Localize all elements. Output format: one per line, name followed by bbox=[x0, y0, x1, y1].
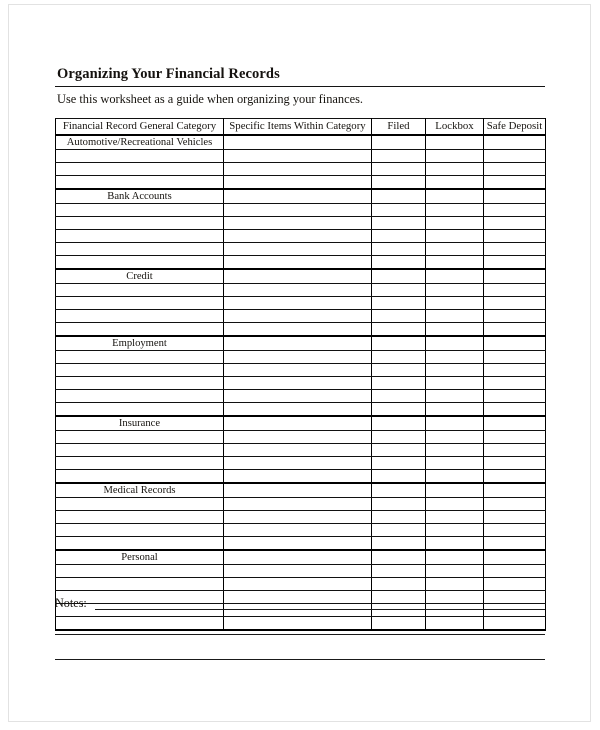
items-cell[interactable] bbox=[224, 162, 372, 175]
safe-deposit-cell[interactable] bbox=[484, 550, 546, 565]
filed-cell[interactable] bbox=[372, 229, 426, 242]
entry-row bbox=[56, 443, 546, 456]
safe-deposit-cell[interactable] bbox=[484, 443, 546, 456]
lockbox-cell[interactable] bbox=[426, 269, 484, 284]
category-label: Credit bbox=[56, 269, 224, 284]
category-cell[interactable] bbox=[56, 203, 224, 216]
lockbox-cell[interactable] bbox=[426, 296, 484, 309]
safe-deposit-cell[interactable] bbox=[484, 389, 546, 402]
category-cell[interactable] bbox=[56, 376, 224, 389]
entry-row bbox=[56, 229, 546, 242]
safe-deposit-cell[interactable] bbox=[484, 229, 546, 242]
safe-deposit-cell[interactable] bbox=[484, 564, 546, 577]
items-cell[interactable] bbox=[224, 363, 372, 376]
entry-row bbox=[56, 255, 546, 269]
category-label: Insurance bbox=[56, 416, 224, 431]
filed-cell[interactable] bbox=[372, 175, 426, 189]
category-cell[interactable] bbox=[56, 443, 224, 456]
lockbox-cell[interactable] bbox=[426, 416, 484, 431]
items-cell[interactable] bbox=[224, 336, 372, 351]
filed-cell[interactable] bbox=[372, 216, 426, 229]
filed-cell[interactable] bbox=[372, 483, 426, 498]
lockbox-cell[interactable] bbox=[426, 483, 484, 498]
items-cell[interactable] bbox=[224, 536, 372, 550]
category-label: Automotive/Recreational Vehicles bbox=[56, 135, 224, 150]
category-cell[interactable] bbox=[56, 577, 224, 590]
safe-deposit-cell[interactable] bbox=[484, 416, 546, 431]
items-cell[interactable] bbox=[224, 149, 372, 162]
entry-row bbox=[56, 510, 546, 523]
entry-row bbox=[56, 389, 546, 402]
category-cell[interactable] bbox=[56, 242, 224, 255]
safe-deposit-cell[interactable] bbox=[484, 283, 546, 296]
entry-row bbox=[56, 309, 546, 322]
category-cell[interactable] bbox=[56, 283, 224, 296]
lockbox-cell[interactable] bbox=[426, 456, 484, 469]
lockbox-cell[interactable] bbox=[426, 149, 484, 162]
safe-deposit-cell[interactable] bbox=[484, 402, 546, 416]
category-row bbox=[56, 189, 546, 204]
items-cell[interactable] bbox=[224, 469, 372, 483]
safe-deposit-cell[interactable] bbox=[484, 135, 546, 150]
items-cell[interactable] bbox=[224, 229, 372, 242]
category-cell[interactable] bbox=[56, 322, 224, 336]
items-cell[interactable] bbox=[224, 523, 372, 536]
lockbox-cell[interactable] bbox=[426, 523, 484, 536]
category-cell[interactable] bbox=[56, 536, 224, 550]
items-cell[interactable] bbox=[224, 497, 372, 510]
filed-cell[interactable] bbox=[372, 497, 426, 510]
entry-row bbox=[56, 469, 546, 483]
safe-deposit-cell[interactable] bbox=[484, 203, 546, 216]
filed-cell[interactable] bbox=[372, 469, 426, 483]
page-subtitle: Use this worksheet as a guide when organizing your finances. bbox=[57, 92, 364, 107]
category-cell[interactable] bbox=[56, 469, 224, 483]
lockbox-cell[interactable] bbox=[426, 135, 484, 150]
safe-deposit-cell[interactable] bbox=[484, 536, 546, 550]
category-row bbox=[56, 483, 546, 498]
safe-deposit-cell[interactable] bbox=[484, 336, 546, 351]
entry-row bbox=[56, 203, 546, 216]
category-cell[interactable] bbox=[56, 430, 224, 443]
category-label: Medical Records bbox=[56, 483, 224, 498]
entry-row bbox=[56, 350, 546, 363]
category-cell[interactable] bbox=[56, 296, 224, 309]
filed-cell[interactable] bbox=[372, 135, 426, 150]
safe-deposit-cell[interactable] bbox=[484, 189, 546, 204]
category-cell[interactable] bbox=[56, 255, 224, 269]
lockbox-cell[interactable] bbox=[426, 203, 484, 216]
items-cell[interactable] bbox=[224, 309, 372, 322]
category-row bbox=[56, 416, 546, 431]
lockbox-cell[interactable] bbox=[426, 510, 484, 523]
entry-row bbox=[56, 497, 546, 510]
safe-deposit-cell[interactable] bbox=[484, 350, 546, 363]
category-row bbox=[56, 269, 546, 284]
filed-cell[interactable] bbox=[372, 149, 426, 162]
category-cell[interactable] bbox=[56, 402, 224, 416]
filed-cell[interactable] bbox=[372, 376, 426, 389]
items-cell[interactable] bbox=[224, 564, 372, 577]
category-cell[interactable] bbox=[56, 456, 224, 469]
filed-cell[interactable] bbox=[372, 309, 426, 322]
items-cell[interactable] bbox=[224, 443, 372, 456]
entry-row bbox=[56, 376, 546, 389]
lockbox-cell[interactable] bbox=[426, 402, 484, 416]
entry-row bbox=[56, 162, 546, 175]
notes-write-line-3[interactable] bbox=[55, 659, 545, 660]
lockbox-cell[interactable] bbox=[426, 350, 484, 363]
notes-label: Notes: bbox=[55, 596, 87, 610]
safe-deposit-cell[interactable] bbox=[484, 269, 546, 284]
filed-cell[interactable] bbox=[372, 296, 426, 309]
safe-deposit-cell[interactable] bbox=[484, 510, 546, 523]
lockbox-cell[interactable] bbox=[426, 162, 484, 175]
entry-row bbox=[56, 564, 546, 577]
items-cell[interactable] bbox=[224, 216, 372, 229]
entry-row bbox=[56, 322, 546, 336]
safe-deposit-cell[interactable] bbox=[484, 430, 546, 443]
filed-cell[interactable] bbox=[372, 255, 426, 269]
entry-row bbox=[56, 175, 546, 189]
filed-cell[interactable] bbox=[372, 510, 426, 523]
category-cell[interactable] bbox=[56, 564, 224, 577]
items-cell[interactable] bbox=[224, 322, 372, 336]
items-cell[interactable] bbox=[224, 510, 372, 523]
filed-cell[interactable] bbox=[372, 523, 426, 536]
lockbox-cell[interactable] bbox=[426, 376, 484, 389]
financial-records-table bbox=[55, 118, 546, 631]
lockbox-cell[interactable] bbox=[426, 255, 484, 269]
safe-deposit-cell[interactable] bbox=[484, 456, 546, 469]
category-cell[interactable] bbox=[56, 309, 224, 322]
lockbox-cell[interactable] bbox=[426, 564, 484, 577]
page-title: Organizing Your Financial Records bbox=[57, 66, 280, 82]
items-cell[interactable] bbox=[224, 402, 372, 416]
entry-row bbox=[56, 536, 546, 550]
filed-cell[interactable] bbox=[372, 283, 426, 296]
filed-cell[interactable] bbox=[372, 564, 426, 577]
category-label: Employment bbox=[56, 336, 224, 351]
document-content bbox=[55, 66, 545, 631]
category-cell[interactable] bbox=[56, 523, 224, 536]
items-cell[interactable] bbox=[224, 255, 372, 269]
items-cell[interactable] bbox=[224, 269, 372, 284]
table-header bbox=[56, 118, 546, 135]
notes-first-line bbox=[55, 596, 545, 610]
filed-cell[interactable] bbox=[372, 322, 426, 336]
category-cell[interactable] bbox=[56, 497, 224, 510]
category-label: Bank Accounts bbox=[56, 189, 224, 204]
column-header-safe-deposit: Safe Deposit bbox=[484, 118, 546, 135]
filed-cell[interactable] bbox=[372, 189, 426, 204]
items-cell[interactable] bbox=[224, 203, 372, 216]
items-cell[interactable] bbox=[224, 456, 372, 469]
lockbox-cell[interactable] bbox=[426, 175, 484, 189]
lockbox-cell[interactable] bbox=[426, 443, 484, 456]
filed-cell[interactable] bbox=[372, 550, 426, 565]
items-cell[interactable] bbox=[224, 175, 372, 189]
entry-row bbox=[56, 363, 546, 376]
filed-cell[interactable] bbox=[372, 269, 426, 284]
lockbox-cell[interactable] bbox=[426, 363, 484, 376]
items-cell[interactable] bbox=[224, 242, 372, 255]
filed-cell[interactable] bbox=[372, 336, 426, 351]
entry-row bbox=[56, 242, 546, 255]
lockbox-cell[interactable] bbox=[426, 336, 484, 351]
entry-row bbox=[56, 216, 546, 229]
lockbox-cell[interactable] bbox=[426, 536, 484, 550]
category-cell[interactable] bbox=[56, 216, 224, 229]
items-cell[interactable] bbox=[224, 389, 372, 402]
notes-write-line-2[interactable] bbox=[55, 634, 545, 635]
safe-deposit-cell[interactable] bbox=[484, 216, 546, 229]
items-cell[interactable] bbox=[224, 296, 372, 309]
column-header-category: Financial Record General Category bbox=[56, 118, 224, 135]
entry-row bbox=[56, 577, 546, 590]
filed-cell[interactable] bbox=[372, 242, 426, 255]
lockbox-cell[interactable] bbox=[426, 497, 484, 510]
column-header-lockbox: Lockbox bbox=[426, 118, 484, 135]
filed-cell[interactable] bbox=[372, 416, 426, 431]
filed-cell[interactable] bbox=[372, 536, 426, 550]
entry-row bbox=[56, 402, 546, 416]
filed-cell[interactable] bbox=[372, 402, 426, 416]
filed-cell[interactable] bbox=[372, 577, 426, 590]
safe-deposit-cell[interactable] bbox=[484, 242, 546, 255]
category-cell[interactable] bbox=[56, 149, 224, 162]
lockbox-cell[interactable] bbox=[426, 550, 484, 565]
category-cell[interactable] bbox=[56, 510, 224, 523]
safe-deposit-cell[interactable] bbox=[484, 255, 546, 269]
safe-deposit-cell[interactable] bbox=[484, 469, 546, 483]
items-cell[interactable] bbox=[224, 350, 372, 363]
safe-deposit-cell[interactable] bbox=[484, 523, 546, 536]
lockbox-cell[interactable] bbox=[426, 229, 484, 242]
filed-cell[interactable] bbox=[372, 203, 426, 216]
entry-row bbox=[56, 456, 546, 469]
category-cell[interactable] bbox=[56, 350, 224, 363]
items-cell[interactable] bbox=[224, 416, 372, 431]
safe-deposit-cell[interactable] bbox=[484, 497, 546, 510]
entry-row bbox=[56, 296, 546, 309]
table-header-row bbox=[56, 118, 546, 135]
title-divider bbox=[55, 86, 545, 87]
lockbox-cell[interactable] bbox=[426, 469, 484, 483]
lockbox-cell[interactable] bbox=[426, 216, 484, 229]
safe-deposit-cell[interactable] bbox=[484, 322, 546, 336]
items-cell[interactable] bbox=[224, 550, 372, 565]
entry-row bbox=[56, 149, 546, 162]
filed-cell[interactable] bbox=[372, 443, 426, 456]
entry-row bbox=[56, 283, 546, 296]
table-body bbox=[56, 135, 546, 630]
category-label: Personal bbox=[56, 550, 224, 565]
safe-deposit-cell[interactable] bbox=[484, 363, 546, 376]
filed-cell[interactable] bbox=[372, 456, 426, 469]
category-row bbox=[56, 336, 546, 351]
category-cell[interactable] bbox=[56, 229, 224, 242]
lockbox-cell[interactable] bbox=[426, 189, 484, 204]
notes-write-line-1[interactable] bbox=[95, 609, 545, 610]
lockbox-cell[interactable] bbox=[426, 283, 484, 296]
items-cell[interactable] bbox=[224, 283, 372, 296]
safe-deposit-cell[interactable] bbox=[484, 296, 546, 309]
items-cell[interactable] bbox=[224, 189, 372, 204]
filed-cell[interactable] bbox=[372, 162, 426, 175]
items-cell[interactable] bbox=[224, 430, 372, 443]
lockbox-cell[interactable] bbox=[426, 430, 484, 443]
safe-deposit-cell[interactable] bbox=[484, 376, 546, 389]
entry-row bbox=[56, 430, 546, 443]
filed-cell[interactable] bbox=[372, 363, 426, 376]
lockbox-cell[interactable] bbox=[426, 309, 484, 322]
safe-deposit-cell[interactable] bbox=[484, 175, 546, 189]
safe-deposit-cell[interactable] bbox=[484, 149, 546, 162]
lockbox-cell[interactable] bbox=[426, 389, 484, 402]
filed-cell[interactable] bbox=[372, 389, 426, 402]
items-cell[interactable] bbox=[224, 577, 372, 590]
category-row bbox=[56, 550, 546, 565]
entry-row bbox=[56, 523, 546, 536]
items-cell[interactable] bbox=[224, 483, 372, 498]
column-header-items: Specific Items Within Category bbox=[224, 118, 372, 135]
safe-deposit-cell[interactable] bbox=[484, 483, 546, 498]
items-cell[interactable] bbox=[224, 376, 372, 389]
category-cell[interactable] bbox=[56, 389, 224, 402]
category-row bbox=[56, 135, 546, 150]
filed-cell[interactable] bbox=[372, 430, 426, 443]
category-cell[interactable] bbox=[56, 162, 224, 175]
filed-cell[interactable] bbox=[372, 350, 426, 363]
category-cell[interactable] bbox=[56, 175, 224, 189]
safe-deposit-cell[interactable] bbox=[484, 162, 546, 175]
safe-deposit-cell[interactable] bbox=[484, 309, 546, 322]
column-header-filed: Filed bbox=[372, 118, 426, 135]
lockbox-cell[interactable] bbox=[426, 242, 484, 255]
items-cell[interactable] bbox=[224, 135, 372, 150]
category-cell[interactable] bbox=[56, 363, 224, 376]
safe-deposit-cell[interactable] bbox=[484, 577, 546, 590]
lockbox-cell[interactable] bbox=[426, 577, 484, 590]
notes-section bbox=[55, 596, 545, 660]
lockbox-cell[interactable] bbox=[426, 322, 484, 336]
